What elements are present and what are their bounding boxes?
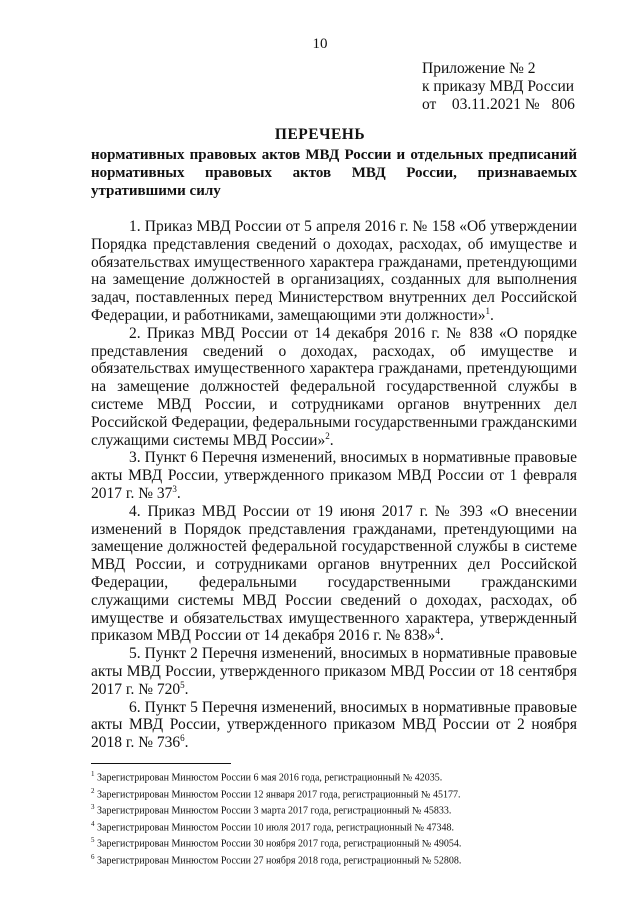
item-text: 3. Пункт 6 Перечня изменений, вносимых в нормативные правовые акты МВД России, утвержденного приказом МВД России от 1 февраля 2017 г. № 37 xyxy=(91,449,577,502)
item-tail: . xyxy=(176,484,181,502)
footnote-text: Зарегистрирован Минюстом России 12 января 2017 года, регистрационный № 45177. xyxy=(97,788,461,800)
item-text: 1. Приказ МВД России от 5 апреля 2016 г. № 158 «Об утверждении Порядка представления сведений о доходах, расходах, об имуществе и обязательствах имущественного характера гражданами, претендующими на замещение должностей в организациях, созданных для выполнения задач, поставленных перед Министерством внутренних дел Российской Федерации, и работниками, замещающими эти должности» xyxy=(91,218,577,324)
item-text: 2. Приказ МВД России от 14 декабря 2016 г. № 838 «О порядке представления сведений о доходах, расходах, об имуществе и обязательствах имущественного характера гражданами, претендующими на замещение должностей федеральной государственной службы в системе МВД России, и сотрудниками органов внутренних дел Российской Федерации, федеральными государственными гражданскими служащими системы МВД России» xyxy=(91,324,577,449)
page-number: 10 xyxy=(312,36,328,52)
footnote-ref: 3 xyxy=(172,483,177,494)
annex-date-line xyxy=(422,96,575,114)
footnote-text: Зарегистрирован Минюстом России 27 ноября 2018 года, регистрационный № 52808. xyxy=(97,854,462,866)
footnote xyxy=(91,818,577,835)
document-subtitle: нормативных правовых актов МВД России и отдельных предписаний нормативных правовых актов МВД России, признаваемых утратившими силу xyxy=(91,147,577,199)
annex-date: 03.11.2021 xyxy=(451,96,522,113)
list-item xyxy=(91,699,577,752)
item-tail: . xyxy=(184,680,189,698)
footnote-mark: 3 xyxy=(91,803,95,812)
list-item xyxy=(91,218,577,325)
item-text: 4. Приказ МВД России от 19 июня 2017 г. № 393 «О внесении изменений в Порядок представления гражданами, претендующими на замещение должностей федеральной государственной службы в системе МВД России, и сотрудниками органов внутренних дел Российской Федерации, федеральными государственными гражданскими служащими системы МВД России сведений о доходах, расходах, об имуществе и обязательствах имущественного характера, утвержденный приказом МВД России от 14 декабря 2016 г. № 838» xyxy=(91,502,577,645)
footnote-ref: 2 xyxy=(325,430,330,441)
footnote-text: Зарегистрирован Минюстом России 3 марта 2017 года, регистрационный № 45833. xyxy=(97,805,452,817)
annex-number-prefix: № xyxy=(524,96,540,113)
footnote xyxy=(91,785,577,802)
annex-date-prefix: от xyxy=(422,96,437,113)
item-text: 5. Пункт 2 Перечня изменений, вносимых в нормативные правовые акты МВД России, утвержденного приказом МВД России от 18 сентября 2017 г. № 720 xyxy=(91,645,577,698)
footnote-ref: 5 xyxy=(180,679,185,690)
list-item xyxy=(91,325,577,450)
footnotes xyxy=(91,768,577,867)
footnote-text: Зарегистрирован Минюстом России 10 июля 2017 года, регистрационный № 47348. xyxy=(97,821,455,833)
list-item xyxy=(91,503,577,645)
item-tail: . xyxy=(489,306,494,324)
footnote-ref: 1 xyxy=(485,305,490,316)
footnote xyxy=(91,851,577,868)
footnote-mark: 4 xyxy=(91,819,95,828)
footnote xyxy=(91,834,577,851)
footnote-mark: 6 xyxy=(91,852,95,861)
document-body xyxy=(91,218,577,752)
footnote-text: Зарегистрирован Минюстом России 6 мая 2016 года, регистрационный № 42035. xyxy=(97,772,443,784)
item-tail: . xyxy=(329,431,334,449)
footnote-mark: 5 xyxy=(91,836,95,845)
footnote-mark: 1 xyxy=(91,770,95,778)
list-item xyxy=(91,645,577,698)
footnote-ref: 6 xyxy=(180,732,185,743)
footnote-divider xyxy=(91,763,231,764)
annex-block xyxy=(422,60,575,114)
annex-title: Приложение № 2 xyxy=(422,60,536,77)
annex-number: 806 xyxy=(551,96,575,113)
item-tail: . xyxy=(184,734,189,752)
item-text: 6. Пункт 5 Перечня изменений, вносимых в нормативные правовые акты МВД России, утвержденного приказом МВД России от 2 ноября 2018 г. № 736 xyxy=(91,698,577,752)
footnote-mark: 2 xyxy=(91,786,95,795)
item-tail: . xyxy=(439,627,444,645)
footnote xyxy=(91,768,577,785)
document-title: ПЕРЕЧЕНЬ xyxy=(274,126,366,143)
annex-order-ref: к приказу МВД России xyxy=(422,78,575,95)
footnote-ref: 4 xyxy=(435,626,440,637)
footnote xyxy=(91,801,577,818)
list-item xyxy=(91,449,577,502)
footnote-text: Зарегистрирован Минюстом России 30 ноября 2017 года, регистрационный № 49054. xyxy=(97,838,462,850)
